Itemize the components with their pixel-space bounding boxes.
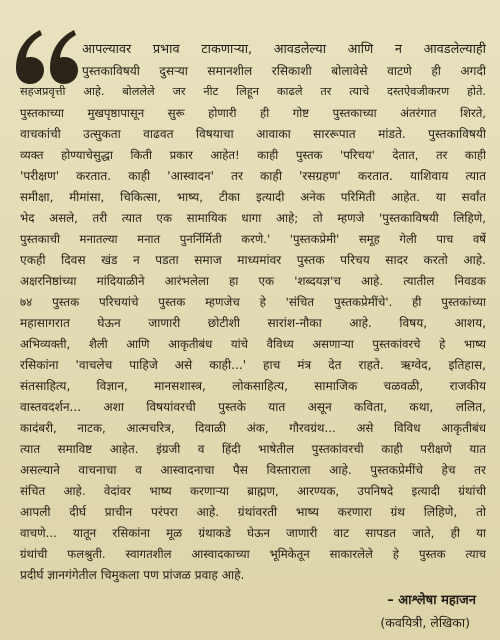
text-line-12: अक्षरनिष्ठांच्या मांदियाळीने आरंभलेला हा एक 'शब्दयज्ञ'च आहे. त्यातील निवडक [20,274,486,288]
author-credit: (कवयित्री, लेखिका) [380,615,470,630]
text-line-1: आपल्यावर प्रभाव टाकणाऱ्या, आवडलेल्या आणि न आवडलेल्याही [82,42,486,57]
text-line-15: अभिव्यक्ती, शैली आणि आकृतीबंध यांचे वैविध्य असणाऱ्या पुस्तकांवरचे हे भाष्य [20,337,486,351]
text-line-17: संतसाहित्य, विज्ञान, मानसशास्त्र, लोकसाहित्य, सामाजिक चळवळी, राजकीय [20,379,486,393]
text-line-20: त्यात समाविष्ट आहेत. इंग्रजी व हिंदी भाषेतील पुस्तकांवरची काही परीक्षणे यात [20,442,486,456]
text-line-26: प्रदीर्घ ज्ञानगंगेतील चिमुकला पण प्रांजळ प्रवाह आहे. [20,568,245,582]
text-line-5: वाचकांची उत्सुकता वाढवत विषयाचा आवाका साररूपात मांडते. पुस्तकाविषयी [20,127,486,141]
text-line-24: वाचणे... यातून रसिकांना मूळ ग्रंथाकडे घेऊन जाणारी वाट सापडत जाते, ही या [20,526,486,540]
text-line-18: वास्तवदर्शन... अशा विषयांवरची पुस्तके यात असून कविता, कथा, ललित, [20,400,486,414]
text-line-22: संचित आहे. वेदांवर भाष्य करणाऱ्या ब्राह्मण, आरण्यक, उपनिषदे इत्यादी ग्रंथांची [20,484,486,498]
double-quote-open-icon [12,24,80,86]
text-line-9: भेद असले, तरी त्यात एक सामायिक धागा आहे; तो म्हणजे 'पुस्तकाविषयी लिहिणे, [20,211,486,225]
text-line-23: आपली दीर्घ प्राचीन परंपरा आहे. ग्रंथांवरती भाष्य करणारा ग्रंथ लिहिणे, तो [20,505,486,519]
text-line-3: सहजप्रवृत्ती आहे. बोललेले जर नीट लिहून काढले तर त्याचे दस्तऐवजीकरण होते. [20,85,486,98]
text-line-8: समीक्षा, मीमांसा, चिकित्सा, भाष्य, टीका इत्यादी अनेक परिमिती आहेत. या सर्वांत [20,190,486,204]
text-line-21: असल्याने वाचनाचा व आस्वादनाचा पैस विस्ताराला आहे. पुस्तकप्रेमींचे हेच तर [20,463,486,477]
text-line-25: ग्रंथांची फलश्रुती. स्वागतशील आस्वादकाच्या भूमिकेतून साकारलेले हे पुस्तक त्याच [20,547,486,561]
text-line-16: रसिकांना 'वाचलेच पाहिजे असे काही...' हाच मंत्र देत राहते. ऋग्वेद, इतिहास, [20,358,486,372]
text-line-7: 'परीक्षण' करतात. काही 'आस्वादन' तर काही 'रसग्रहण' करतात. याशिवाय त्यात [20,169,486,183]
text-line-2: पुस्तकाविषयी दुसऱ्या समानशील रसिकाशी बोलावेसे वाटणे ही अगदी [82,64,486,78]
text-line-13: ७४ पुस्तक परिचयांचे पुस्तक म्हणजेच हे 'संचित पुस्तकप्रेमींचे'. ही पुस्तकांच्या [20,295,486,309]
author-signature: – आश्लेषा महाजन [387,593,476,608]
text-line-19: कादंबरी, नाटक, आत्मचरित्र, दिवाळी अंक, गौरवग्रंथ... असे विविध आकृतीबंध [20,421,486,435]
text-line-11: एकही दिवस खंड न पडता समाज माध्यमांवर पुस्तक परिचय सादर करतो आहे. [20,253,486,267]
text-line-6: व्यक्त होण्याचेसुद्धा किती प्रकार आहेत! काही पुस्तक 'परिचय' देतात, तर काही [20,148,486,162]
text-line-14: महासागरात घेऊन जाणारी छोटीशी सारांश-नौका आहे. विषय, आशय, [20,316,486,330]
text-line-10: पुस्तकाची मनातल्या मनात पुनर्निर्मिती करणे.' 'पुस्तकप्रेमी' समूह गेली पाच वर्षे [20,232,486,246]
text-line-4: पुस्तकाच्या मुखपृष्ठापासून सुरू होणारी ही गोष्ट पुस्तकाच्या अंतरंगात शिरते, [20,106,486,120]
